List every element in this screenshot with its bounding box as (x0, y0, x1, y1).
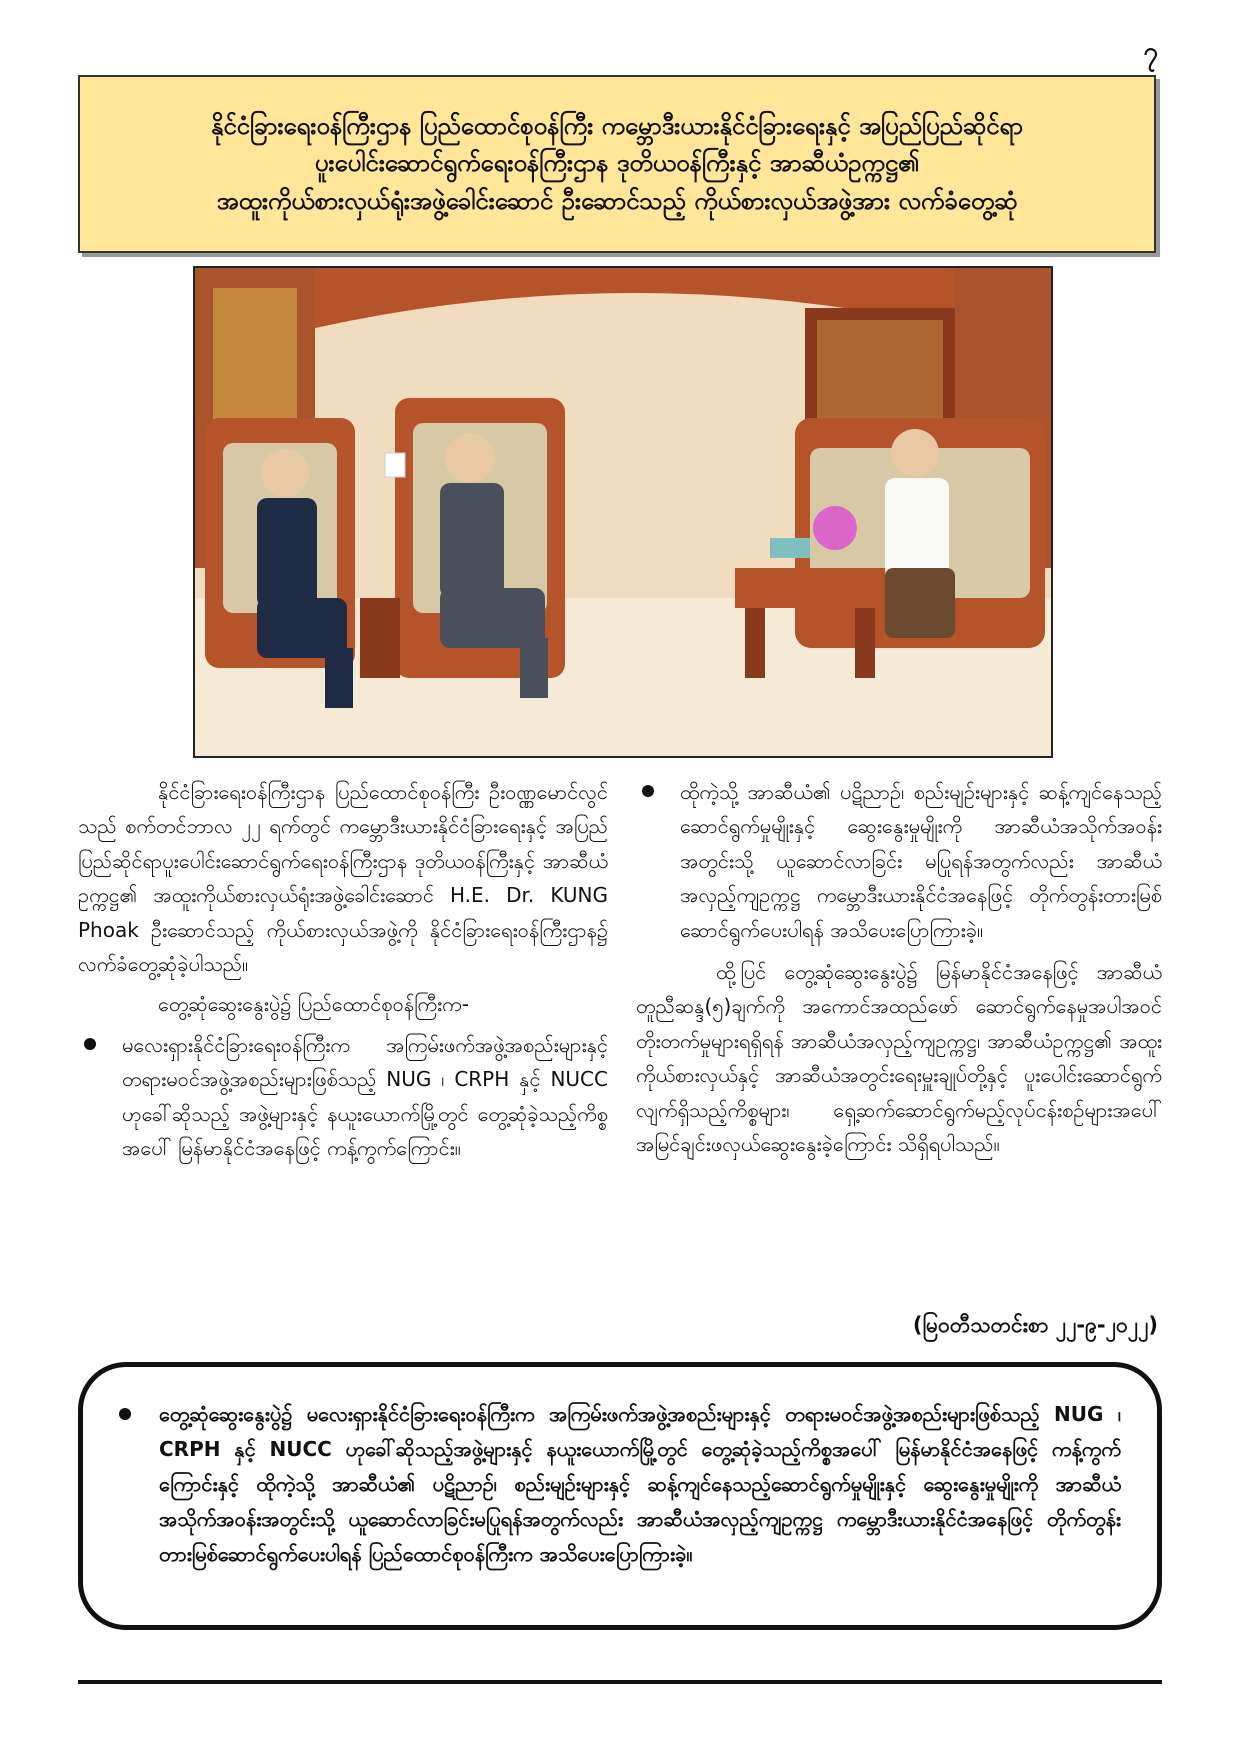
bullet-text: ထိုကဲ့သို့ အာဆီယံ၏ ပဋိညာဉ်၊ စည်းမျဉ်းများနှင့် ဆန့်ကျင်နေသည့် ဆောင်ရွက်မှုမျိုးနှင့် ဆွေးနွေးမှုမျိုးကို အာဆီယံအသိုက်အဝန်းအတွင်းသို့ ယူဆောင်လာခြင်း မပြုရန်အတွက်လည်း အာဆီယံအလှည့်ကျဥက္ကဋ္ဌ ကမ္ဘောဒီးယားနိုင်ငံအနေဖြင့် တိုက်တွန်းတားမြစ်ဆောင်ရွက်ပေးပါရန် အသိပေးပြောကြားခဲ့။ (680, 780, 1162, 942)
headline-line-3: အထူးကိုယ်စားလှယ်ရုံးအဖွဲ့ခေါင်းဆောင် ဦးဆောင်သည့် ကိုယ်စားလှယ်အဖွဲ့အား လက်ခံတွေ့ဆုံ (216, 186, 1018, 215)
footer-rule (78, 1680, 1162, 1684)
person-3-head (891, 429, 939, 477)
coffee-table-leg-right (855, 608, 875, 678)
cup (385, 453, 405, 477)
right-column (636, 775, 1162, 1167)
bullet-item (636, 775, 1162, 947)
summary-text: တွေ့ဆုံဆွေးနွေးပွဲ၌ မလေးရှားနိုင်ငံခြားရေးဝန်ကြီးက အကြမ်းဖက်အဖွဲ့အစည်းများနှင့် တရားမဝင်အဖွဲ့အစည်းများဖြစ်သည့် NUG ၊ CRPH နှင့် NUCC ဟုခေါ်ဆိုသည့်အဖွဲ့များနှင့် နယူးယောက်မြို့တွင် တွေ့ဆုံခဲ့သည့်ကိစ္စအပေါ် မြန်မာနိုင်ငံအနေဖြင့် ကန့်ကွက်ကြောင်းနှင့် ထိုကဲ့သို့ အာဆီယံ၏ ပဋိညာဉ်၊ စည်းမျဉ်းများနှင့် ဆန့်ကျင်နေသည့်ဆောင်ရွက်မှုမျိုးနှင့် ဆွေးနွေးမှုမျိုးကို အာဆီယံအသိုက်အဝန်းအတွင်းသို့ ယူဆောင်လာခြင်းမပြုရန်အတွက်လည်း အာဆီယံအလှည့်ကျဥက္ကဋ္ဌ ကမ္ဘောဒီးယားနိုင်ငံအနေဖြင့် တိုက်တွန်းတားမြစ်ဆောင်ရွက်ပေးပါရန် ပြည်ထောင်စုဝန်ကြီးက အသိပေးပြောကြားခဲ့။ (159, 1402, 1121, 1566)
coffee-table-leg-left (745, 608, 765, 678)
person-1-head (261, 449, 309, 497)
bullet-item (78, 1028, 608, 1166)
left-column (78, 775, 608, 1173)
coffee-table-top (735, 568, 885, 608)
article-body (78, 775, 1162, 1355)
bullet-text: မလေးရှားနိုင်ငံခြားရေးဝန်ကြီးက အကြမ်းဖက်အဖွဲ့အစည်းများနှင့် တရားမဝင်အဖွဲ့အစည်းများဖြစ်သည့် NUG ၊ CRPH နှင့် NUCC ဟုခေါ်ဆိုသည့် အဖွဲ့များနှင့် နယူးယောက်မြို့တွင် တွေ့ဆုံခဲ့သည့်ကိစ္စအပေါ် မြန်မာနိုင်ငံအနေဖြင့် ကန့်ကွက်ကြောင်း။ (122, 1032, 608, 1160)
lead-paragraph: တွေ့ဆုံဆွေးနွေးပွဲ၌ ပြည်ထောင်စုဝန်ကြီးက- (158, 992, 469, 1017)
person-3-longyi (885, 568, 955, 638)
closing-paragraph: ထို့ပြင် တွေ့ဆုံဆွေးနွေးပွဲ၌ မြန်မာနိုင်ငံအနေဖြင့် အာဆီယံတူညီဆန္ဒ(၅)ချက်ကို အကောင်အထည်ဖော် ဆောင်ရွက်နေမှုအပါအဝင် တိုးတက်မှုများရရှိရန် အာဆီယံအလှည့်ကျဥက္ကဋ္ဌ၊ အာဆီယံဥက္ကဋ္ဌ၏ အထူးကိုယ်စားလှယ်နှင့် အာဆီယံအတွင်းရေးမှူးချုပ်တို့နှင့် ပူးပေါင်းဆောင်ရွက်လျက်ရှိသည့်ကိစ္စများ၊ ရှေ့ဆက်ဆောင်ရွက်မည့်လုပ်ငန်းစဉ်များအပေါ် အမြင်ချင်းဖလှယ်ဆွေးနွေးခဲ့ကြောင်း သိရှိရပါသည်။ (636, 959, 1162, 1156)
person-2-shins (520, 638, 548, 698)
meeting-photo (193, 266, 1053, 758)
source-citation: (မြဝတီသတင်းစာ ၂၂-၉-၂၀၂၂) (912, 1313, 1158, 1337)
headline-line-2: ပူးပေါင်းဆောင်ရွက်ရေးဝန်ကြီးဌာန ဒုတိယဝန်ကြီးနှင့် အာဆီယံဥက္ကဋ္ဌ၏ (314, 149, 920, 178)
intro-paragraph: နိုင်ငံခြားရေးဝန်ကြီးဌာန ပြည်ထောင်စုဝန်ကြီး ဦးဝဏ္ဏမောင်လွင်သည် စက်တင်ဘာလ ၂၂ ရက်တွင် ကမ္ဘောဒီးယားနိုင်ငံခြားရေးနှင့် အပြည်ပြည်ဆိုင်ရာပူးပေါင်းဆောင်ရွက်ရေးဝန်ကြီးဌာန ဒုတိယဝန်ကြီးနှင့် အာဆီယံဥက္ကဋ္ဌ၏ အထူးကိုယ်စားလှယ်ရုံးအဖွဲ့ခေါင်းဆောင် H.E. Dr. KUNG Phoak ဦးဆောင်သည့် ကိုယ်စားလှယ်အဖွဲ့ကို နိုင်ငံခြားရေးဝန်ကြီးဌာန၌ လက်ခံတွေ့ဆုံခဲ့ပါသည်။ (78, 780, 608, 976)
person-1-shins (325, 648, 353, 708)
summary-item (119, 1397, 1121, 1572)
person-3-jacket (885, 478, 949, 578)
bullet-dot-icon (119, 1408, 131, 1420)
meeting-photo-illustration (195, 268, 1051, 756)
flower-arrangement (813, 506, 857, 550)
tissue-box (770, 538, 810, 558)
bullet-dot-icon (84, 1038, 96, 1050)
side-table (360, 598, 400, 678)
page-number: ၇ (1143, 37, 1158, 67)
person-1-suit (257, 498, 317, 608)
summary-box (78, 1362, 1162, 1630)
person-2-head (445, 433, 495, 483)
headline-box (78, 75, 1156, 253)
headline-line-1: နိုင်ငံခြားရေးဝန်ကြီးဌာန ပြည်ထောင်စုဝန်ကြီး ကမ္ဘောဒီးယားနိုင်ငံခြားရေးနှင့် အပြည်ပြည်ဆိုင်ရာ (210, 112, 1024, 141)
person-2-suit (440, 483, 504, 598)
bullet-dot-icon (642, 785, 654, 797)
